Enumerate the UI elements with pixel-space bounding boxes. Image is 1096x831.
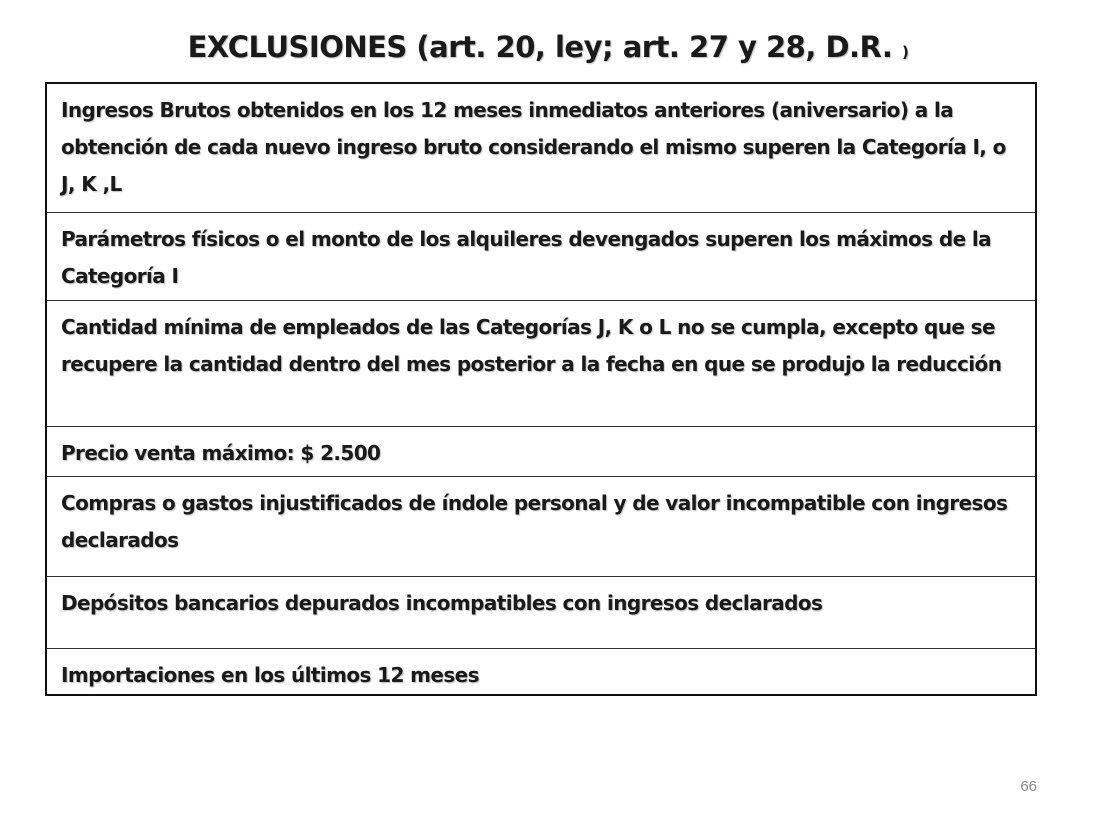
exclusion-row-physical-parameters: Parámetros físicos o el monto de los alquileres devengados superen los máximos de la Categoría I <box>47 212 1035 300</box>
exclusion-row-unjustified-purchases: Compras o gastos injustificados de índole personal y de valor incompatible con ingresos declarados <box>47 476 1035 576</box>
page-number: 66 <box>1020 778 1037 795</box>
exclusion-row-gross-income: Ingresos Brutos obtenidos en los 12 meses inmediatos anteriores (aniversario) a la obtención de cada nuevo ingreso bruto considerando el mismo superen la Categoría I, o J, K ,L <box>61 98 1006 196</box>
slide-title <box>0 30 1096 64</box>
exclusion-row-minimum-employees: Cantidad mínima de empleados de las Categorías J, K o L no se cumpla, excepto que se recupere la cantidad dentro del mes posterior a la fecha en que se produjo la reducción <box>47 300 1035 426</box>
exclusions-table <box>45 82 1037 696</box>
slide-title-closing-paren: ) <box>902 43 909 61</box>
exclusion-row-max-sale-price: Precio venta máximo: $ 2.500 <box>47 426 1035 476</box>
slide-title-text: EXCLUSIONES (art. 20, ley; art. 27 y 28, D.R. <box>187 30 903 64</box>
exclusion-row-imports: Importaciones en los últimos 12 meses <box>47 648 1035 694</box>
exclusion-row-bank-deposits: Depósitos bancarios depurados incompatibles con ingresos declarados <box>47 576 1035 648</box>
